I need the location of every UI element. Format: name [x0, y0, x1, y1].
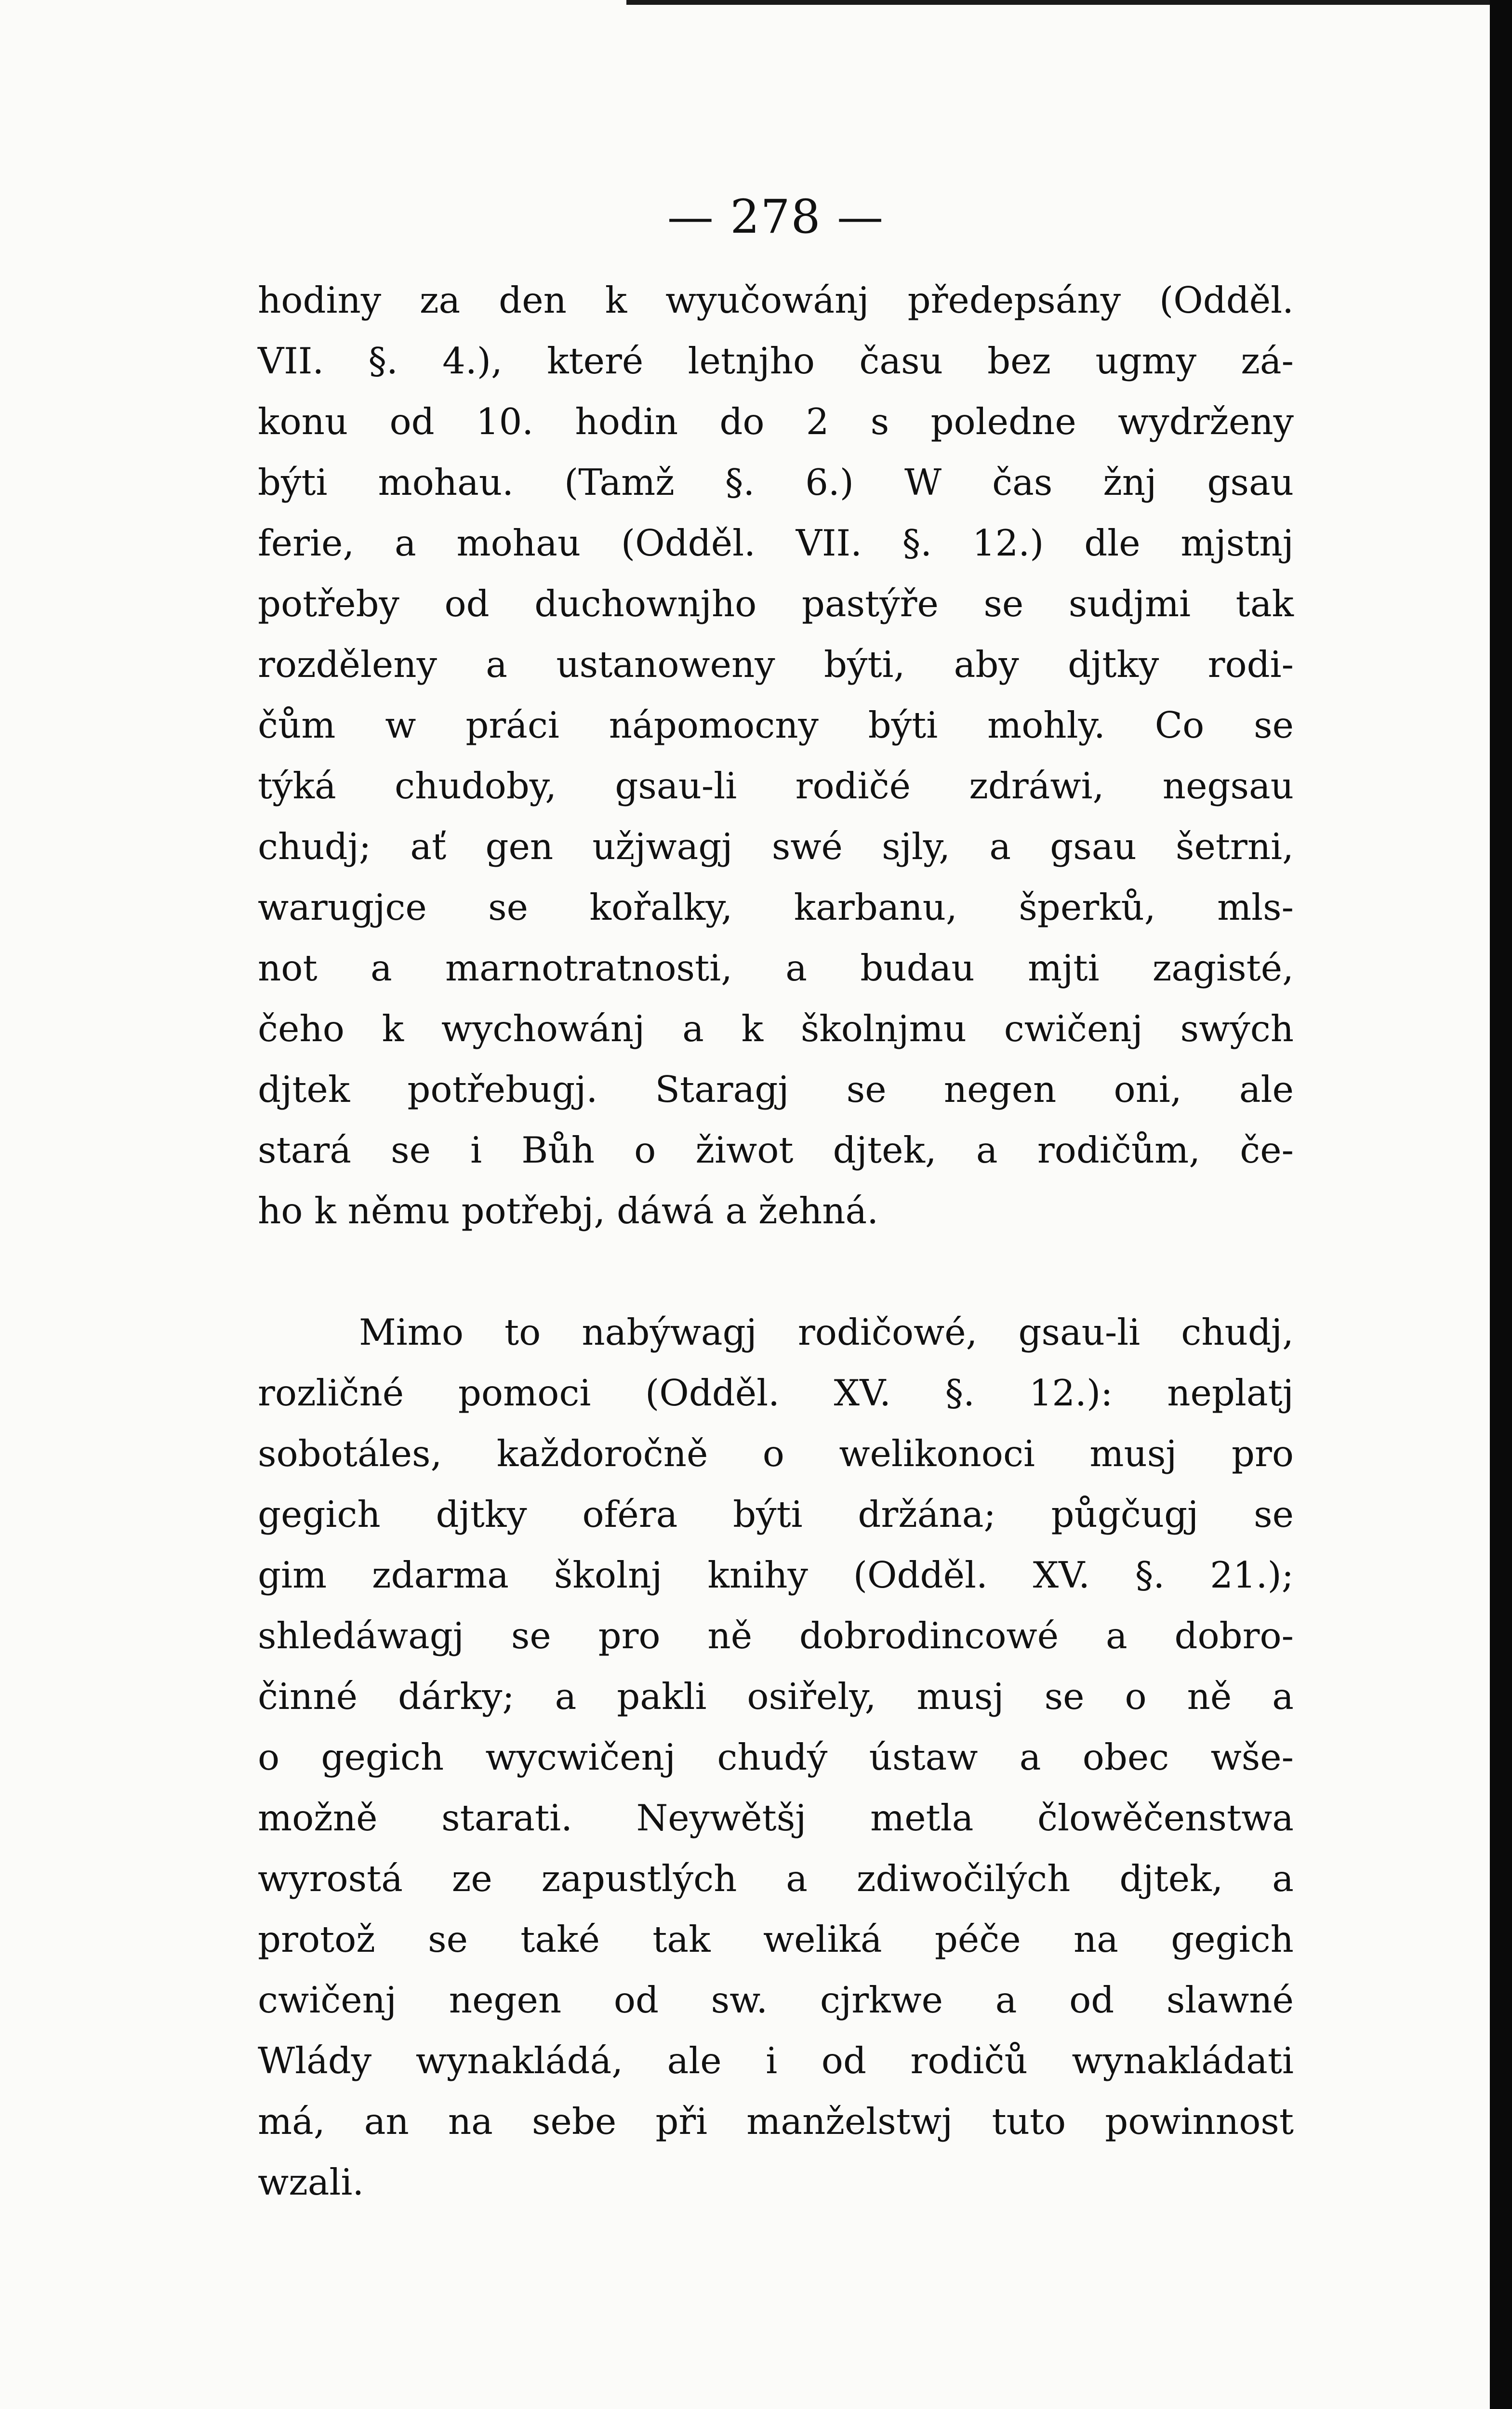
text-line: gegich djtky oféra býti držána; půgčugj se	[258, 1493, 1294, 1535]
text-line: stará se i Bůh o žiwot djtek, a rodičům, če-	[258, 1129, 1294, 1171]
text-line: čům w práci nápomocny býti mohly. Co se	[258, 704, 1294, 746]
text-line: protož se také tak weliká péče na gegich	[258, 1918, 1294, 1960]
text-line: Mimo to nabýwagj rodičowé, gsau-li chudj,	[359, 1311, 1294, 1353]
text-line: má, an na sebe při manželstwj tuto powinnost	[258, 2100, 1294, 2143]
text-line: o gegich wycwičenj chudý ústaw a obec wše-	[258, 1736, 1294, 1778]
paragraph-gap	[258, 1241, 1294, 1302]
text-line: gim zdarma školnj knihy (Odděl. XV. §. 21.);	[258, 1554, 1294, 1596]
text-line: konu od 10. hodin do 2 s poledne wydrženy	[258, 400, 1294, 443]
text-line: hodiny za den k wyučowánj předepsány (Odděl.	[258, 279, 1294, 321]
text-line: rozličné pomoci (Odděl. XV. §. 12.): neplatj	[258, 1372, 1294, 1414]
paragraph-2	[258, 1302, 1294, 2212]
text-line: možně starati. Neywětšj metla člowěčenstwa	[258, 1797, 1294, 1839]
text-line: shledáwagj se pro ně dobrodincowé a dobro-	[258, 1615, 1294, 1657]
text-block	[258, 183, 1294, 2212]
text-line: not a marnotratnosti, a budau mjti zagisté,	[258, 947, 1294, 989]
text-line: wyrostá ze zapustlých a zdiwočilých djtek, a	[258, 1857, 1294, 1900]
text-line: warugjce se kořalky, karbanu, šperků, mls-	[258, 886, 1294, 928]
text-line: chudj; ať gen užjwagj swé sjly, a gsau šetrni,	[258, 825, 1294, 868]
text-line: rozděleny a ustanoweny býti, aby djtky rodi-	[258, 643, 1294, 686]
scan-edge-right	[1490, 0, 1512, 2409]
text-line: wzali.	[258, 2161, 364, 2203]
text-line: činné dárky; a pakli osiřely, musj se o ně a	[258, 1675, 1294, 1718]
scan-edge-top	[626, 0, 1512, 5]
text-line: potřeby od duchownjho pastýře se sudjmi tak	[258, 582, 1294, 625]
text-line: čeho k wychowánj a k školnjmu cwičenj swých	[258, 1007, 1294, 1050]
text-line: djtek potřebugj. Staragj se negen oni, ale	[258, 1068, 1294, 1111]
text-line: ho k němu potřebj, dáwá a žehná.	[258, 1190, 879, 1232]
text-line: ferie, a mohau (Odděl. VII. §. 12.) dle mjstnj	[258, 522, 1294, 564]
paragraph-1	[258, 270, 1294, 1241]
text-line: Wlády wynakládá, ale i od rodičů wynakládati	[258, 2039, 1294, 2082]
text-line: sobotáles, každoročně o welikonoci musj pro	[258, 1432, 1294, 1475]
text-line: býti mohau. (Tamž §. 6.) W čas žnj gsau	[258, 461, 1294, 503]
text-line: týká chudoby, gsau-li rodičé zdráwi, negsau	[258, 765, 1294, 807]
text-line: VII. §. 4.), které letnjho času bez ugmy zá-	[258, 340, 1294, 382]
page-number: — 278 —	[667, 190, 885, 244]
text-line: cwičenj negen od sw. cjrkwe a od slawné	[258, 1979, 1294, 2021]
